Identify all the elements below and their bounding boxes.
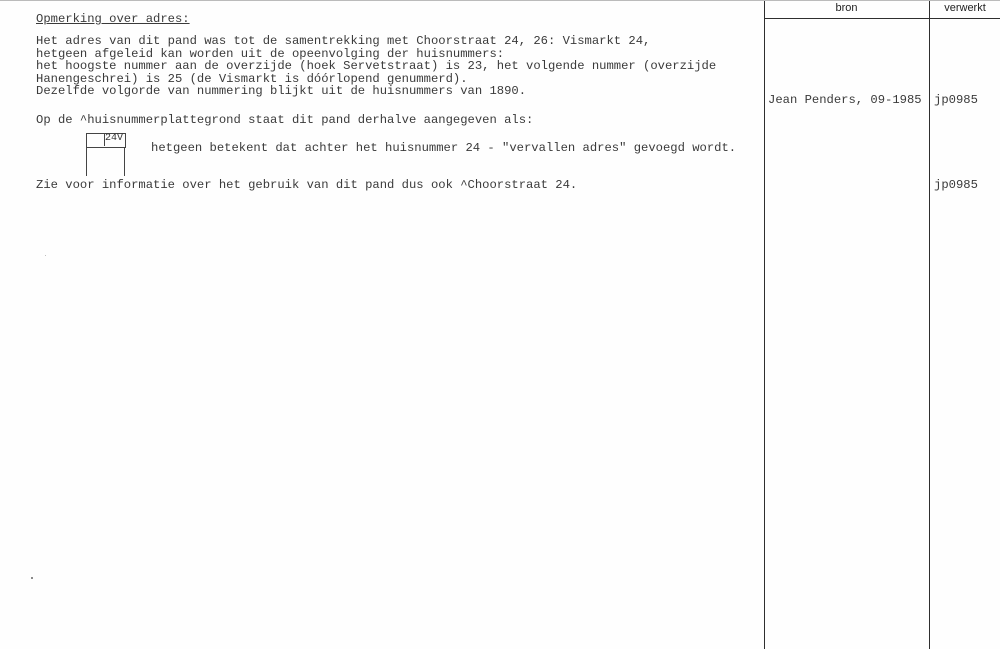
entry-source: Jean Penders, 09-1985	[768, 93, 922, 107]
scan-speck	[31, 577, 33, 579]
column-divider-source	[764, 0, 765, 649]
diagram-right-leg	[124, 147, 125, 176]
header-rule	[764, 18, 1000, 19]
text-line: Dezelfde volgorde van nummering blijkt uit de huisnummers van 1890.	[36, 84, 527, 98]
paragraph-address-history	[36, 35, 716, 98]
text-line: Het adres van dit pand was tot de samentrekking met Choorstraat 24, 26: Vismarkt 24,	[36, 34, 651, 48]
diagram-left-leg	[86, 147, 87, 176]
diagram-label: 24V	[105, 133, 124, 144]
text-line: het hoogste nummer aan de overzijde (hoek Servetstraat) is 23, het volgende nummer (overzijde	[36, 59, 717, 73]
column-divider-processed	[929, 0, 930, 649]
text-line: hetgeen afgeleid kan worden uit de opeenvolging der huisnummers:	[36, 46, 505, 61]
text-line: Hanengeschrei) is 25 (de Vismarkt is dóórlopend genummerd).	[36, 71, 468, 86]
top-edge	[0, 0, 1000, 1]
scan-speck	[45, 255, 46, 256]
diagram-caption: hetgeen betekent dat achter het huisnummer 24 - "vervallen adres" gevoegd wordt.	[151, 141, 737, 155]
entry-processed: jp0985	[934, 178, 978, 192]
paragraph-see-also: Zie voor informatie over het gebruik van dit pand dus ook ^Choorstraat 24.	[36, 178, 578, 192]
house-number-diagram	[86, 133, 126, 176]
column-header-source: bron	[835, 2, 858, 14]
entry-processed: jp0985	[934, 93, 978, 107]
paragraph-plan-reference: Op de ^huisnummerplattegrond staat dit pand derhalve aangegeven als:	[36, 113, 534, 127]
section-heading: Opmerking over adres:	[36, 12, 190, 26]
column-header-processed: verwerkt	[944, 2, 986, 14]
